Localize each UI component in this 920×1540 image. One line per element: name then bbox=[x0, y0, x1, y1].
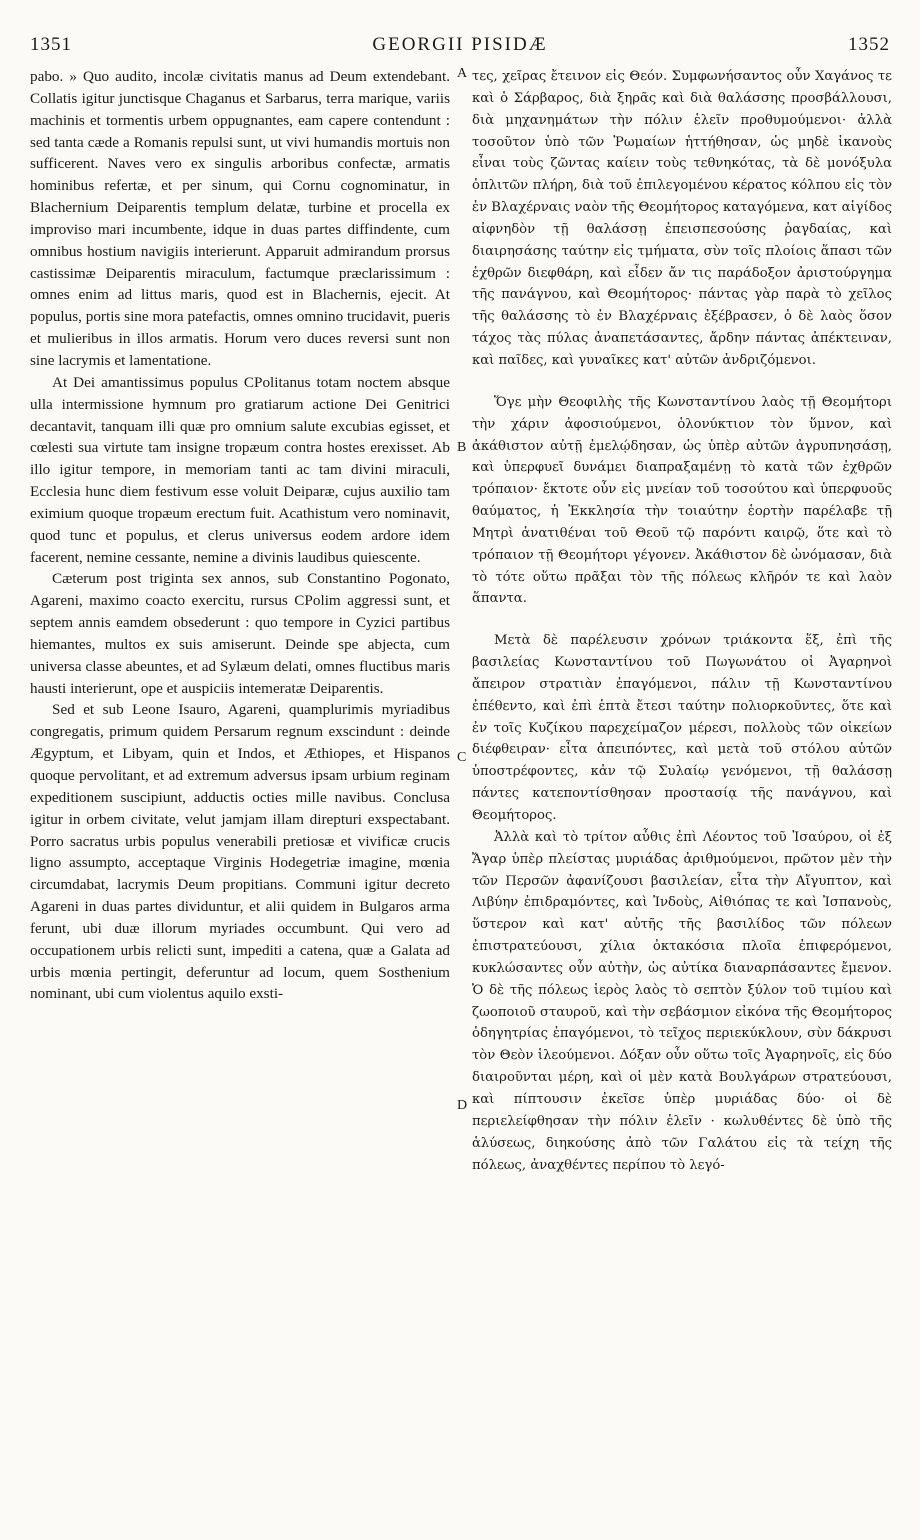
latin-paragraph: Sed et sub Leone Isauro, Agareni, quamplurimis myriadibus congregatis, primum quidem Persarum regnum exscindunt : deinde Ægyptum, et Libyam, quin et Indos, et Æthiopes, et Hispanos quoque pervolitant, et ad extremum adversus ipsam urbium reginam expeditionem suscipiunt, adductis octies mille navibus. Conclusa igitur in orbem civitate, velut jamjam illam direpturi exspectabant. Porro sacratus urbis populus venerabili pretiosæ et vivificæ crucis ligno assumpto, acceptaque Virginis Hodegetriæ imagine, mœnia circumdabat, lacrymis Deum propitians. Communi igitur decreto Agareni in duas partes dividuntur, et alii quidem in Bulgaros arma ferunt, ubi duæ illorum myriades occumbunt. Qui vero ad occupationem urbis relicti sunt, impediti a catena, quæ a Galata ad urbis mœnia pertingit, deferuntur ad locum, quem Sosthenium nominant, ubi cum violentus aquilo exsti- bbox=[30, 701, 450, 1003]
greek-paragraph: Ὅγε μὴν Θεοφιλὴς τῆς Κωνσταντίνου λαὸς τῇ Θεομήτορι τὴν χάριν ἀφοσιούμενοι, ὁλονύκτιον τὸν ὕμνον, καὶ ἀκάθιστον αὐτῇ ἐμελῴδησαν, ὡς ὑπὲρ αὐτῶν ἀγρυπνησάσῃ, καὶ ὑπερφυεῖ δυνάμει διαπραξαμένῃ τὸ κατὰ τῶν ἐχθρῶν τρόπαιον· ἔκτοτε οὖν εἰς μνείαν τοῦ τοσούτου καὶ ὑπερφυοῦς θαύματος, ἡ Ἐκκλησία τὴν τοιαύτην ἑορτὴν παρέλαβε τῇ Μητρὶ ἀνατιθέναι τοῦ Θεοῦ τῷ παρόντι καιρῷ, ὅτε καὶ τὸ τρόπαιον τῇ Θεομήτορι γέγονεν. Ἀκάθιστον δὲ ὠνόμασαν, διὰ τὸ τότε οὕτω πρᾶξαι τὸν τῆς πόλεως κλῆρόν τε καὶ λαὸν ἅπαντα. bbox=[472, 394, 892, 607]
latin-paragraph: pabo. » Quo audito, incolæ civitatis manus ad Deum extendebant. Collatis igitur junctisque Chaganus et Sarbarus, terra marique, variis machinis et tormentis urbem oppugnantes, eam capere contendunt : sed tanta cæde a Romanis repulsi sunt, ut vivi humandis mortuis non sufficerent. Naves vero ex singulis arboribus confectæ, armatis hominibus refertæ, et per sinum, qui Cornu cognominatur, in Blachernium Deiparentis templum delatæ, turbine et procella ex improviso mari incumbente, idque in duas partes diffindente, cum omnibus hostium navigiis interierunt. Apparuit admirandum prorsus castissimæ Deiparentis miraculum, factumque præclarissimum : omnes enim ad littus maris, quod est in Blachernis, ejecit. At populus, portis sine mora patefactis, omnes omnino trucidavit, pueris et mulieribus in illos armatis. Horum vero duces reversi sunt non sine lacrymis et lamentatione. bbox=[30, 68, 450, 369]
latin-paragraph: Cæterum post triginta sex annos, sub Constantino Pogonato, Agareni, maximo coacto exercitu, rursus CPolim aggressi sunt, et septem annis eamdem obsederunt : quo tempore in Cyzici partibus hiemantes, multos ex suis amiserunt. Deinde spe abjecta, cum universa classe abeuntes, et ad Sylæum delati, omnes fluctibus maris hausti interierunt, ope et auspiciis intemeratæ Deiparentis. bbox=[30, 570, 450, 697]
page-number-left: 1351 bbox=[30, 34, 72, 55]
running-header bbox=[30, 34, 890, 60]
margin-letter-b: B bbox=[457, 440, 467, 455]
greek-paragraph: Μετὰ δὲ παρέλευσιν χρόνων τριάκοντα ἕξ, ἐπὶ τῆς βασιλείας Κωνσταντίνου τοῦ Πωγωνάτου οἱ Ἀγαρηνοὶ ἄπειρον στρατιὰν ἐπαγόμενοι, πάλιν τῇ Κωνσταντίνου ἐπέθεντο, καὶ ἐπὶ ἑπτὰ ἔτεσι ταύτην πολιορκοῦντες, ὅτε καὶ ἐν τοῖς Κυζίκου παρεχείμαζον μέρεσι, πολλοὺς τῶν οἰκείων διέφθειραν· εἶτα ἀπειπόντες, καὶ μετὰ τοῦ στόλου αὐτῶν ὑποστρέφοντες, κἀν τῷ Συλαίῳ γενόμενοι, τῇ θαλάσσῃ πάντες κατεποντίσθησαν προστασίᾳ τῆς πανάγνου, καὶ Θεομήτορος. bbox=[472, 633, 892, 823]
latin-column bbox=[30, 66, 450, 1005]
greek-paragraph: τες, χεῖρας ἔτεινον εἰς Θεόν. Συμφωνήσαντος οὖν Χαγάνος τε καὶ ὁ Σάρβαρος, διὰ ξηρᾶς καὶ διὰ θαλάσσης προσβάλλουσι, διὰ μηχανημάτων τὴν πόλιν ἑλεῖν προθυμούμενοι· ἀλλὰ τοσοῦτον ὑπὸ τῶν Ῥωμαίων ἡττήθησαν, ὡς μηδὲ ἱκανοὺς εἶναι τοὺς ζῶντας καίειν τοὺς τεθνηκότας, τὰ δὲ μονόξυλα ὁπλιτῶν πλήρη, διὰ τοῦ ἐπιλεγομένου κέρατος κόλπου εἰς τὸν ἐν Βλαχέρναις ναὸν τῆς Θεομήτορος καταγόμενα, κατ αἰγίδος αἰφνηδὸν τῇ θαλάσσῃ ἐπεισπεσούσης ῥαγδαίας, καὶ διαιρησάσης ταύτην εἰς τμήματα, σὺν τοῖς πλοίοις ἅπασι τῶν ἐχθρῶν διεφθάρη, καὶ εἶδεν ἄν τις παράδοξον ἀριστούργημα τῆς πανάγνου, καὶ Θεομήτορος· πάντας γὰρ παρὰ τὸ χεῖλος τῆς θαλάσσης τὸ ἐν Βλαχέρναις ἐξέβρασεν, ὁ δὲ λαὸς ὅσον τάχος τὰς πύλας ἀναπετάσαντες, ἄρδην πάντας ἀπέκτειναν, καὶ παῖδες, καὶ γυναῖκες κατ' αὐτῶν ἀνδριζόμενοι. bbox=[472, 69, 892, 368]
greek-column bbox=[472, 66, 892, 1176]
latin-paragraph: At Dei amantissimus populus CPolitanus totam noctem absque ulla intermissione hymnum pro gratiarum actione Dei Genitrici decantavit, tanquam illi quæ pro omnium salute excubias egisset, et cœlesti sua virtute tam insigne tropæum contra hostes erexisset. Ab illo igitur tempore, in memoriam tanti ac tam divini miraculi, Ecclesia hunc diem festivum esse voluit Deiparæ, cujus auxilio tam eximium quoque tropæum erectum fuit. Acathistum vero nominavit, quod tunc et populus, et clerus universus eodem ardore idem facerent, nemine cessante, nemine a divinis laudibus quiescente. bbox=[30, 373, 450, 566]
margin-letter-c: C bbox=[457, 750, 467, 765]
page-number-right: 1352 bbox=[848, 34, 890, 55]
running-title: GEORGII PISIDÆ bbox=[372, 34, 548, 55]
greek-paragraph: Ἀλλὰ καὶ τὸ τρίτον αὖθις ἐπὶ Λέοντος τοῦ Ἰσαύρου, οἱ ἐξ Ἄγαρ ὑπὲρ πλείστας μυριάδας ἀριθμούμενοι, πρῶτον μὲν τὴν τῶν Περσῶν ἀφανίζουσι βασιλείαν, εἶτα τὴν Αἴγυπτον, καὶ Λιβύην ἐπιδραμόντες, καὶ Ἰνδοὺς, Αἰθιόπας τε καὶ Ἰσπανοὺς, ὕστερον καὶ κατ' αὐτῆς τῆς βασιλίδος τῶν πόλεων ἐπιστρατεύουσι, χίλια ὀκτακόσια πλοῖα ἐπιφερόμενοι, κυκλώσαντες οὖν αὐτὴν, ὡς αὐτίκα διαναρπάσαντες ἔμενον. Ὁ δὲ τῆς πόλεως ἱερὸς λαὸς τὸ σεπτὸν ξύλον τοῦ τιμίου καὶ ζωοποιοῦ σταυροῦ, καὶ τὴν σεβάσμιον εἰκόνα τῆς Θεομήτορος ὁδηγητρίας ἐπαγόμενοι, τὸ τεῖχος περιεκύκλουν, σὺν δάκρυσι τὸν Θεὸν ἱλεούμενοι. Δόξαν οὖν οὕτω τοῖς Ἀγαρηνοῖς, εἰς δύο διαιροῦνται μέρη, καὶ οἱ μὲν κατὰ Βουλγάρων στρατεύουσι, καὶ πίπτουσιν ἐκεῖσε ὑπὲρ μυριάδας δύο· οἱ δὲ περιελείφθησαν τὴν πόλιν ἑλεῖν · κωλυθέντες δὲ ὑπὸ τῆς ἁλύσεως, διηκούσης ἀπὸ τῶν Γαλάτου εἰς τὰ τείχη τῆς πόλεως, ἀναχθέντες περίπου τὸ λεγό- bbox=[472, 829, 892, 1173]
margin-letter-a: A bbox=[457, 66, 468, 81]
margin-letter-d: D bbox=[457, 1098, 468, 1113]
